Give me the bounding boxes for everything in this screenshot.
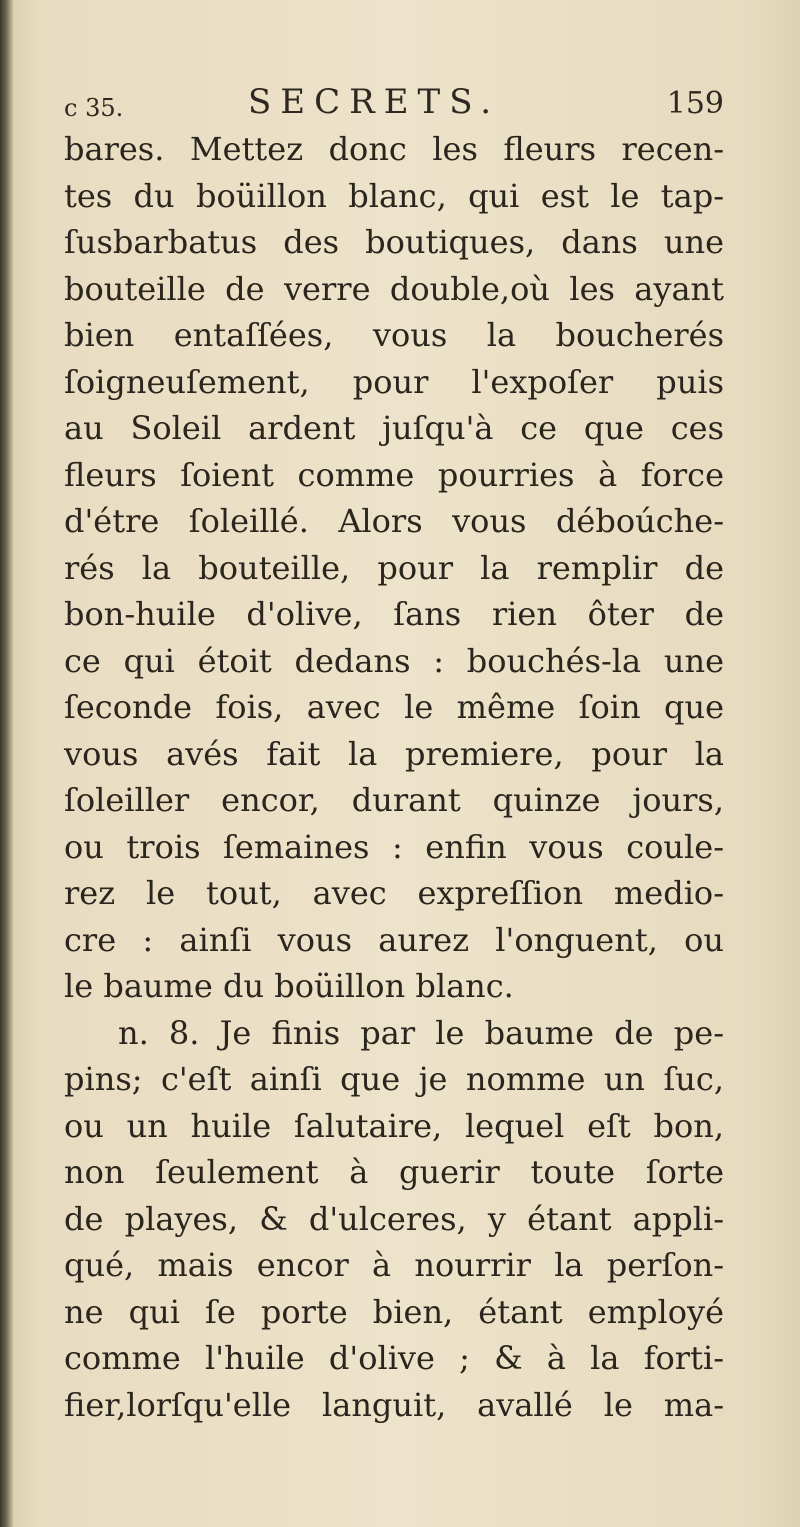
text-line: ſeconde fois, avec le même ſoin que bbox=[64, 688, 724, 726]
text-line: au Soleil ardent juſqu'à ce que ces bbox=[64, 409, 724, 447]
running-title: SECRETS. bbox=[248, 82, 501, 122]
text-line: cre : ainſi vous aurez l'onguent, ou bbox=[64, 920, 724, 959]
text-line: tes du boüillon blanc, qui est le tap- bbox=[64, 176, 724, 215]
page-number: 159 bbox=[666, 86, 724, 121]
text-line: ou un huile ſalutaire, lequel eſt bon, bbox=[64, 1106, 724, 1145]
text-line: rés la bouteille, pour la remplir de bbox=[64, 548, 724, 587]
text-line: fleurs ſoient comme pourries à force bbox=[64, 455, 724, 494]
text-line: bares. Mettez donc les fleurs recen- bbox=[64, 130, 724, 168]
text-line: pins; c'eſt ainſi que je nomme un ſuc, bbox=[64, 1060, 724, 1098]
text-line: bien entaſſées, vous la boucherés bbox=[64, 316, 724, 354]
text-line: comme l'huile d'olive ; & à la forti- bbox=[64, 1339, 724, 1377]
text-line: le baume du boüillon blanc. bbox=[64, 967, 514, 1005]
text-line: ce qui étoit dedans : bouchés-la une bbox=[64, 641, 724, 680]
text-line: n. 8. Je finis par le baume de pe- bbox=[118, 1013, 724, 1052]
text-line: d'étre ſoleillé. Alors vous déboúche- bbox=[64, 502, 724, 540]
text-line: rez le tout, avec expreſſion medio- bbox=[64, 874, 724, 912]
text-line: de playes, & d'ulceres, y étant appli- bbox=[64, 1199, 724, 1238]
text-line: bouteille de verre double,où les ayant bbox=[64, 269, 724, 308]
signature-mark: c 35. bbox=[64, 94, 124, 122]
text-line: ou trois ſemaines : enfin vous coule- bbox=[64, 827, 724, 866]
text-line: bon-huile d'olive, ſans rien ôter de bbox=[64, 595, 724, 633]
text-line: ne qui ſe porte bien, étant employé bbox=[64, 1292, 724, 1331]
text-line: fier,lorſqu'elle languit, avallé le ma- bbox=[64, 1385, 724, 1424]
text-line: qué, mais encor à nourrir la perſon- bbox=[64, 1246, 724, 1284]
body-text bbox=[64, 126, 724, 1428]
text-line: ſoleiller encor, durant quinze jours, bbox=[64, 781, 724, 819]
text-line: ſoigneuſement, pour l'expoſer puis bbox=[64, 362, 724, 401]
book-spine-shadow bbox=[0, 0, 14, 1527]
text-line: non ſeulement à guerir toute ſorte bbox=[64, 1153, 724, 1191]
text-line: vous avés fait la premiere, pour la bbox=[64, 734, 724, 773]
text-line: ſusbarbatus des boutiques, dans une bbox=[64, 223, 724, 261]
page-header bbox=[64, 82, 724, 122]
